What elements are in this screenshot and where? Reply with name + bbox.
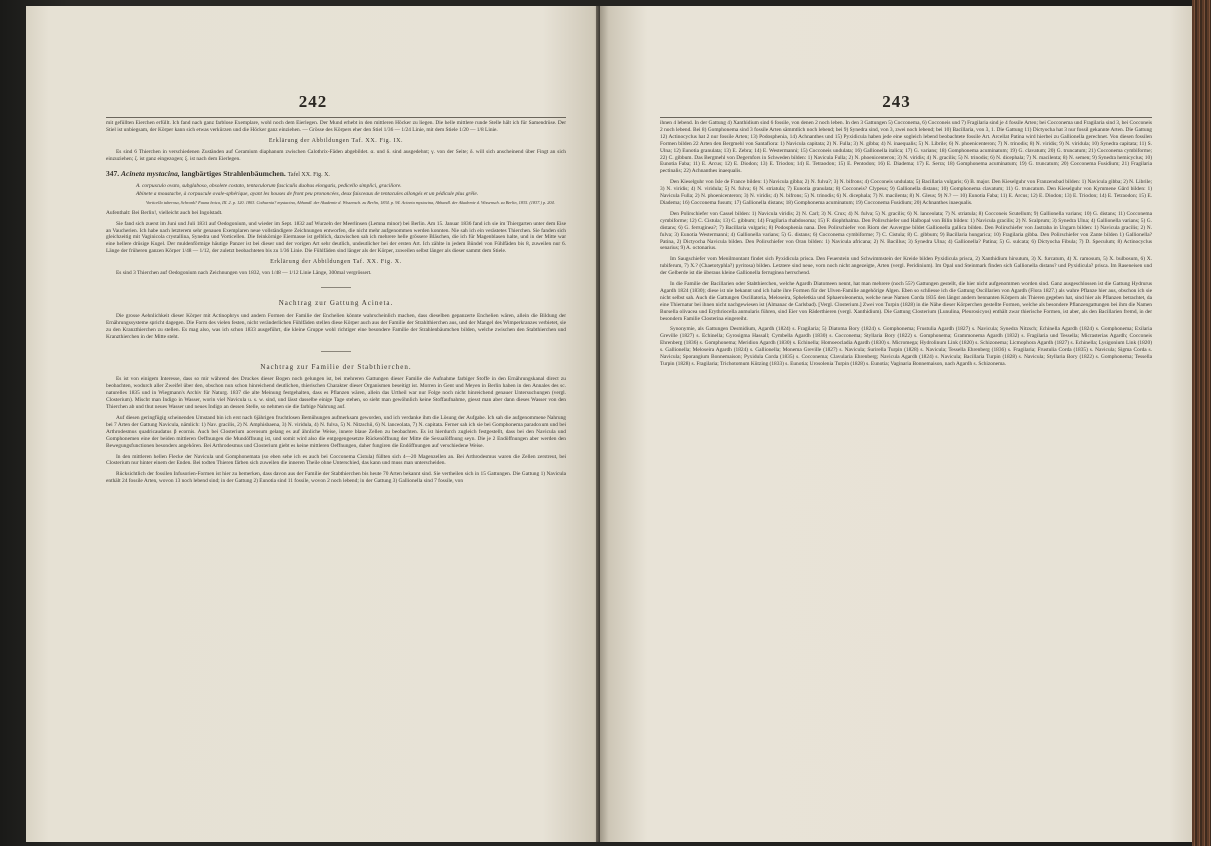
paragraph-fossil-counts: ihnen 4 lebend. In der Gattung 4) Xanthidium sind 6 fossile, von denen 2 noch leben. In den 3 Gattungen 5) Cocconema, 6) Cocconeis und 7) Fragilaria sind je 4 fossile Arten; bei Cocconema und Fragilaria sind 3, bei Cocconeis 2 noch lebend. Bei 8) Gomphonema sind 3 fossile Arten sämmtlich noch lebend; bei 9) Synedra sind, von 3, zwei noch lebend; bei 10) Bacillaria, von 3, 1. Die Gattung 11) Dictyocha hat 3 nur fossil gekannte Arten. Die Gattung 12) Actinocyclus hat 2 nur fossile Arten; 13) Podosphenia, 14) Achnanthes und 15) Pyxidicula haben jede eine sogleich lebend beobachtete fossile Art. Arcellat Patina wird hierbei zu Gallionella gerechnet. Von diesen fossilen Formen bilden 22 Arten den Bergmehl von Santafiora: 1) Navicula capitata; 2) N. Fulla; 3) N. gibba; 4) N. inaequalis; 5) N. Librile; 6) N. phoenicenteron; 7) N. trinodis; 8) N. viridis; 9) N. viridula; 10) Synedra capitata; 11) S. Ulna; 12) Eunotia granulata; 13) E. Zebra; 14) E. Westermanni; 15) Cocconeis undulata; 16) Gallionella italica; 17) G. varians; 18) Gomphonema acuminatum; 19) G. clavatum; 20) G. truncatum; 21) Cocconema cymbiforme; 22) C. gibbum. Das Bergmehl von Degernfors in Schweden bilden: 1) Navicula Fulla; 2) N. phoenicenteron; 3) N. viridis; 4) N. gracilis; 5) N. trinodis; 6) N. dicephala; 7) N. macilenta; 8) N. semen; 9) Synedra hemicyclus; 10) Eunotia Faba; 11) E. Arcus; 12) E. Diodon; 13) E. Triodon; 14) E. Tetraodon; 15) E. Pentodon; 16) E. Diadema; 17) E. Serra; 18) Gomphonema acuminatum; 19) G. truncatum; 20) Cocconema Fusidium; 21) Fragilaria pectinalis; 22) Achnanthes inaequalis. xyxy=(660,120,1152,175)
paragraph-found: Sie fand sich zuerst im Juni und Juli 1831 auf Oedogonium, und wieder im Sept. 1832 auf Wurzeln der Meerlinsen (Lemna minor) bei Berlin. Am 15. Januar 1836 fand ich sie im Thiergarten unter dem Eise an Vaucherien. Ich habe nach letzterem sehr genauen Exemplaren neue vollständigere Zeichnungen entworfen, die nicht mehr aufgenommen werden konnten. Nie sah ich ein verästetes Thierchen. Sie fanden sich gleichzeitig mit Vaginicola crystallina, Synedra und Vorticellen. Die feinkörnige Eiermasse ist gelblich, dazwischen sah ich mehrere helle grössere Bläschen, die ich für Magenblasen halte, und in der Mitte war eine hellere drüsige Kugel. Der muldenförmige häutige Panzer ist bei dieser und der vorigen Art sehr deutlich, undeutlicher bei der ersten Art. Ich zählte in jedem Bündel von Fühlfäden bis 8, zuweilen nur 6. Länge der früheren ganzen Körper 1/48 — 1/12, der zuletzt beobachteten bis zu 1/36 Linie. Die Fühlfäden sind länger als der Körper, zuweilen selbst länger als dieser sammt dem Stiele. xyxy=(106,220,566,255)
paragraph-intro: mit gefüllten Eierchen erfüllt. Ich fand nach ganz farblose Exemplare, wohl noch dem Eierlegen. Der Mund erhebt in den mittleren Höcker zu liegen. Die helle mittlere runde Stelle hält ich für Samendrüse. Der Stiel ist unbiegsam, der Körper kann sich etwas verkürzen und die Höcker ganz einziehen. — Grösse des Körpers eher den Stiel 1/36 — 1/24 Linie, mit dem Stiele 1/20 — 1/8 Linie. xyxy=(106,120,566,133)
paragraph-stab-3: In den mittleren hellen Flecke der Navicula und Gomphonemata (so eben sehe ich es auch bei Cocconema Cistula) füllten sich 4—20 Magenzellen an. Bei Arthrodesmus waren die Zellen zerstreut, bei Closterium nur hinter einem der Enden. Bei todten Thieren färben sich zuweilen die inneren Theile ohne Unterschied, das kann und muss man unterscheiden. xyxy=(106,453,566,467)
paragraph-figure-x: Es sind 3 Thierchen auf Oedogonium nach Zeichnungen von 1832, von 1/48 — 1/12 Linie Länge, 300mal vergrössert. xyxy=(116,270,372,277)
paragraph-figure-ix: Es sind 6 Thierchen in verschiedenen Zuständen auf Ceramium diaphanum zwischen Calothrix-Fäden abgebildet. α. und δ. sind ausgedehnt; γ. von der Seite; δ. will sich anscheinend über Fingt an sich einzuziehen; ζ. ist ganz eingezogen; ξ. ist nach dem Eierlegen. xyxy=(106,148,566,162)
paragraph-excluded-genera: In die Familie der Bacillarien oder Stabthierchen, welche Agardh Diatomeen nennt, hat man mehrere (noch 55?) Gattungen gestellt, die hier nicht aufgenommen worden sind. Ganz ausgeschlossen ist die Gattung Hydrurus Agardh 1824 (1830); diese ist nie bekannt und ich halte ihre Formen für der Ulven-Familie angehörige Algen. Eben so schliesse ich die Gattung Oscillarien von Agardh (Flora 1827.) als wahre Pflanze hier aus, obschon ich sie nicht selbst sah. Auch die Gattungen Oscillatoria, Meloseira, Spheletkia und Sphaeroleonema, welche neue Namen Corda 1835 den längst andern bennanten Körpern als Thieren gegeben hat, sind hier als Pflanzen betrachtet, da eine Thiernatur bei ihnen nicht nachgewiesen ist (Almanac de Carlsbad). [Vergl. Closterium.] Zwei von Turpin (1828) in die Nähe dieser Körperchen gestellte Formen, welche als besondere Pflanzengattungen bei ihm die Namen Bursella olivacea und Erythriocella anmularis führen, sind Eier von Räderthieren (vergl. Xanthidium). Die Gattung Closterium (Lunulina, Pleurosicyos) enthält zwar thierische Formen, ist aber, als den Bacillarien fremd, in der besondern Familie Closterina eingereiht. xyxy=(660,281,1152,322)
paragraph-synonymy: Synonymie, als Gattungen Desmidium, Agardh (1824) s. Fragilaria; 5) Diatoma Bory (1824) s. Gomphonema; Frustulia Agardh (1827) s. Navicula; Synedra Nitzsch; Echinella Agardh (1824) s. Gomphonema; Exilaria Greville (1827) s. Echinella; Gyrosigma Hassall; Cymbella Agardh (1830) s. Cocconema; Styllaria Bory (1822) s. Gomphonema; Grammonema Agardh (1832) s. Fragilaria und Tessella; Micrasterias Agardh; Cocconeis Ehrenberg (1836) s. Gomphonema; Meridion Agardh (1830) s. Echinella; Homoeocladia Agardh (1830) s. Micromega; Hydrolinum Link (1820) s. Schizonema; Licmophora Agardh (1827) s. Echinella; Lysigonium Link (1820) s. Gallionella; Meloseira Agardh (1824) s. Gallionella; Monema Greville (1827) s. Navicula; Surirella Turpin (1828) s. Navicula; Tessella Ehrenberg (1836) s. Fragilaria; Frustulia Corda (1835) s. Navicula; Sigma Corda s. Navicula; Sporangium Bonnemaison; Pyxidula Corda (1835) s. Cocconema; Clavularia Ehrenberg; Navicula Agardh (1824) s. Navicula; Bacillaria Turpin (1828) s. Navicula; Styllaria Bory (1822) s. Gomphonema; Tessella Turpin (1828) s. Fragilaria; Trichotomum Kützing (1833) s. Eunotia; Urosolenia Turpin (1828) s. Eunotia; Vaginaria Bonnemaison, nach Agardh s. Schizonema. xyxy=(660,326,1152,367)
species-number: 347. xyxy=(106,168,120,178)
page-block-edge xyxy=(1192,0,1211,846)
section-heading-acineta: Nachtrag zur Gattung Acineta. xyxy=(278,299,394,307)
paragraph-polirschiefer: Den Polirschiefer von Cassel bilden: 1) Navicula viridis; 2) N. Carl; 3) N. Crux; 4) N. fulva; 5) N. gracilis; 6) N. lanceolata; 7) N. striatula; 8) Cocconeis Scutellum; 9) Gallionella varians; 10) G. distans; 11) Cocconema cymbiforme; 12) C. Cistula; 13) C. gibbum; 14) Fragilaria rhabdosoma; 15) F. diophthalma. Den Polirschiefer und Halbopal von Bilin bilden: 1) Navicula gracilis; 2) N. Scalprum; 3) Synedra Ulna; 4) Gallionella varians; 5) G. distans; 6) G. ferruginea?; 7) Bacillaria vulgaris; 8) Podosphenia nana. Den Polirschiefer von Riom der Auvergne bildet Gallionella gallica bilden. Den Polirschiefer von Jastraba in Ungarn bilden: 1) Navicula gracilis; 2) N. fulva; 3) Eunotia Westermanni; 4) Gallionella varians; 5) G. distans; 6) Cocconema cymbiforme; 7) C. Cistula; 8) C. gibbum; 9) Bacillaria hungarica; 10) Fragilaria gibba. Den Polirschiefer von Zante bilden 1) Gallionella? Patina, 2) Dictyocha Navicula bilden. Den Polirschiefer von Oran bilden: 1) Navicula africana; 2) N. Bacillus; 3) Synedra Ulna; 4) Gallionella? Patina; 5) G. sulcata; 6) Dictyocha Fibula; 7) D. Speculum; 8) Actinocyclus senarius; 9) A. octonarius. xyxy=(660,210,1152,252)
left-page xyxy=(26,6,600,842)
habitat: Aufenthalt: Bei Berlin!, vielleicht auch bei Ingolstadt. xyxy=(106,209,223,216)
paragraph-stab-4: Rücksichtlich der fossilen Infusorien-Formen ist hier zu bemerken, dass davon aus der Familie der Stabthierchen bis heute 70 Arten bekannt sind. Sie vertheilen sich in 15 Gattungen. Die Gattung 1) Navicula enthält 24 fossile Arten, wovon 13 noch lebend sind; in der Gattung 2) Eunotia sind 11 fossile, wovon 2 noch lebend; in der Gattung 3) Gallionella sind 7 fossile, von xyxy=(106,471,566,485)
header-rule-right xyxy=(660,117,1152,118)
paragraph-feuerstein: Im Saugschiefer vom Menilmontant findet sich Pyxidicula prisca. Den Feuerstein und Schwimmstein der Kreide bilden Pyxidicula prisca, 2) Xanthidium hirsutum, 3) X. furcatum, 4) X. ramosum, 5) X. bulbosum, 6) X. tubiferum, 7) X.? (Chaetotyphla?) pyritosa) bilden. Letztere sind neue, vorn noch nicht angezeigte, Arten (vergl. Peridinium). Im Opal und Steinmark finden sich Gallionella distans? und Pyxidicula? prisca. Im Raseneisen und der Gelberde ist die überaus kleine Gallionella ferruginea herrschend. xyxy=(660,256,1152,277)
right-page-text xyxy=(660,120,1152,372)
paragraph-acineta: Die grosse Aehnlichkeit dieser Körper mit Actinophrys und andern Formen der Familie der Enchelien könnte wahrscheinlich machen, dass dieselben gepanzerte Enchelien wären, allein die Bildung der Ernährungssysteme spricht dagegen. Die Form des vielen festen, nicht veränderlichen Fühlfäden stellen diese Körper auch aus der Familie der Strahlthierchen aus, und der Mangel des Wimperkranzes verbietet, sie zu den Kranzthierchen zu stellen. Es mag also, was ich schon 1833 ausgeführt, die kleine Gruppe wohl richtiger eine besondere Familie der Strahlenbäumchen bilden, welche zwischen den Stabthierchen und Kranzthierchen in der Mitte steht. xyxy=(106,312,566,340)
section-heading-stabthierchen: Nachtrag zur Familie der Stabthierchen. xyxy=(260,362,412,371)
right-page xyxy=(600,6,1193,842)
paragraph-kieselguhr: Den Kieselguhr von Isle de France bilden: 1) Navicula gibba; 2) N. fulva?; 3) N. bifrons; 4) Cocconeis undulata; 5) Bacillaria vulgaris; 6) B. major. Den Kieselguhr von Franzensbad bilden: 1) Navicula gibba; 2) N. Librile; 3) N. viridis; 4) N. viridula; 5) N. fulva; 6) N. striatula; 7) Eunotia granulata; 8) Cocconeis? Clypeus; 9) Gallionella distans; 10) Gomphonema clavatum; 11) G. truncatum. Den Kieselguhr von Kymmene Gård bilden: 1) Navicula Fulla; 2) N. phoenicenteron; 3) N. viridis; 4) N. bifrons; 5) N. trinodis; 6) N. dicephala; 7) N. macilenta; 8) N. Gleus; 9) N.? — 10) Eunotia Faba; 11) E. Arcus; 12) E. Diodon; 13) E. Triodon; 14) E. Tetraodon; 15) E. Diadema; 16) Cocconema fusum; 17) Gallionella distans; 18) Gomphonema acuminatum; 19) Cocconema Fusidium; 20) Achnanthes inaequalis. xyxy=(660,179,1152,206)
page-number-left: 242 xyxy=(298,92,328,111)
french-diagnosis: Abinete a moustache, à corpuscule ovale-sphérique, ayant les houses de front peu prononcées, deux faisceaux de tentacules allongés et un pédicule plus grêle. xyxy=(136,191,479,198)
species-plate-ref: Tafel XX. Fig. X. xyxy=(287,171,330,178)
synonyms: Vorticella tuberosa, Schrank? Fauna boica, III. 2. p. 120. 1803. Cothurnia? mystacina, Abhandl. der Akademie d. Wissensch. zu Berlin, 1834. p. 94. Acineta mystacina, Abhandl. der Akademie d. Wissensch. zu Berlin, 1835. (1837.) p. 204. xyxy=(146,200,555,206)
left-page-text xyxy=(106,120,566,489)
species-name: Acineta mystacina, xyxy=(121,168,180,178)
page-number-right: 243 xyxy=(882,92,911,111)
header-rule-left xyxy=(106,117,566,118)
section-divider-2 xyxy=(321,351,351,352)
paragraph-stab-2: Auf diesen geringfügig scheinenden Umstand bin ich erst nach 6jährigen fruchtlosen Bemühungen aufmerksam geworden, und ich verdanke ihm die Lösung der Aufgabe. Ich sah die aufgenommene Nahrung bei 7 Arten der Gattung Navicula, nämlich: 1) Nav. gracilis, 2) N. Amphisbaena, 3) N. viridula, 4) N. fulva, 5) N. Nitzschii, 6) N. lanceolata, 7) N. capitata. Ferner sah ich sie bei Gomphonema paradoxum und bei Arthrodesmus quadricaudatus β ecornis. Auch bei Closterium acerosum gelang es auf ähnliche Weise, innere blaue Zellen zu beobachten. Es ist hierdurch zugleich festgestellt, dass bei den Navicula und Gomphonemen eine der beiden mittleren Oeffnungen die Mundöffnung ist, und somit wird also die entgegengesetzte Rückenöffnung der Mitte die Sexualöffnung seyn. Die je 2 Endöffnungen aber werden den Bewegungsfunctionen besonders angehören. Bei Arthrodesmus und Closterium giebt es keine mittleren Oeffnungen, daher fungiren die Endöffnungen auf verschiedene Weise. xyxy=(106,414,566,449)
figure-caption-x: Erklärung der Abbildungen Taf. XX. Fig. X. xyxy=(270,259,402,266)
latin-diagnosis: A. corpusculo ovato, subglaboso, obsolete costato, tentaculorum fasciculis duobus elongatis, pedicello simplici, graciliore. xyxy=(136,182,402,189)
species-common-name: langbärtiges Strahlenbäumchen. xyxy=(181,168,286,178)
paragraph-stab-1: Es ist von einigem Interesse, dass so mir während des Druckes dieser Bogen noch gelungen ist, bei mehreren Gattungen dieser Familie die Aufnahme farbiger Stoffe in den Ernährungskanal direct zu beobachten, wodurch aller Zweifel über den, obschon nun schon hinreichend deutlichen, thierischen Charakter dieser Organismen beseitigt ist. Morren in Gent und Meyen in Berlin haben in den Annales des sc. naturelles 1835 und in Wiegmann's Archiv für Naturg. 1837 die alte Meinung festgehalten, dass es Pflanzen wären, allein das Urtheil war nur Folge noch nicht hinreichend genauer Untersuchungen (vergl. Closterium). Mischt man Indigo in Wasser, worin viel Navicula u. s. w. sind, und lässt dasselbe einige Tage stehen, so sieht man gewöhnlich keine Stoffaufnahme, giesst man aber dann dieses Wasser von den Thierchen ab und thut neues Wasser und neues Indigo an dessen Stelle, so nehmen sie die farbige Nahrung auf. xyxy=(106,376,566,411)
section-divider xyxy=(321,287,351,288)
species-heading xyxy=(106,169,566,180)
figure-caption-ix: Erklärung der Abbildungen Taf. XX. Fig. IX. xyxy=(268,137,404,144)
